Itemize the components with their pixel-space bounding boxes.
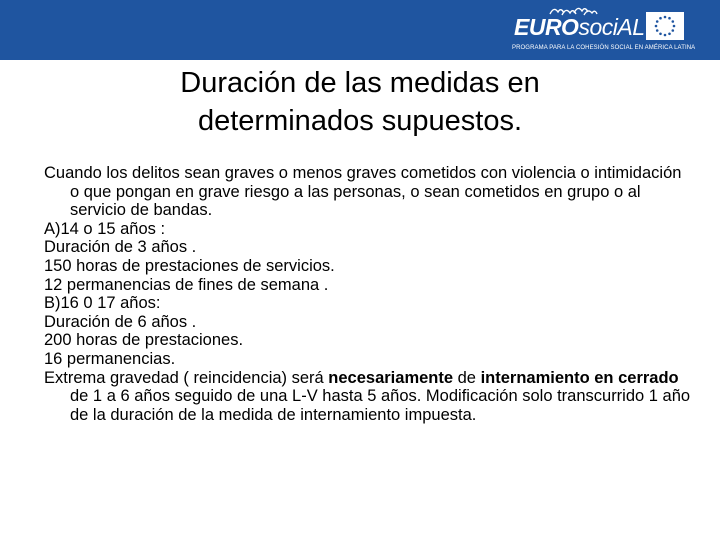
- eurosocial-logo: [508, 4, 696, 56]
- body-paragraph: Cuando los delitos sean graves o menos graves cometidos con violencia o intimidación o que pongan en grave riesgo a las personas, o sean cometidos en grupo o al servicio de bandas.: [44, 164, 682, 220]
- body-paragraph: Duración de 6 años .: [44, 312, 197, 331]
- bold-text: necesariamente: [328, 368, 454, 387]
- logo-tagline: PROGRAMA PARA LA COHESIÓN SOCIAL EN AMÉRICA LATINA: [512, 45, 696, 51]
- title-line: Duración de las medidas en: [180, 67, 540, 99]
- body-paragraph: A)14 o 15 años :: [44, 219, 166, 238]
- body-paragraph: B)16 0 17 años:: [44, 294, 161, 313]
- slide-title: [0, 64, 720, 140]
- body-paragraph: 200 horas de prestaciones.: [44, 331, 244, 350]
- body-paragraph: 12 permanencias de fines de semana .: [44, 275, 329, 294]
- body-paragraph: 150 horas de prestaciones de servicios.: [44, 256, 335, 275]
- title-line: determinados supuestos.: [197, 105, 523, 137]
- text-run: Extrema gravedad ( reincidencia) será: [44, 368, 329, 387]
- body-paragraph-last: [44, 369, 694, 425]
- bold-text: internamiento en cerrado: [480, 368, 679, 387]
- text-run: de 1 a 6 años seguido de una L-V hasta 5 años. Modificación solo transcurrido 1 año de la duración de la medida de internamiento impuesta.: [70, 387, 691, 424]
- logo-wordmark: EUROsociAL: [514, 14, 645, 40]
- body-paragraph: Duración de 3 años .: [44, 238, 197, 257]
- header-banner: [0, 0, 720, 60]
- eu-flag-icon: [646, 12, 684, 40]
- slide-body: [44, 164, 694, 424]
- body-paragraph: 16 permanencias.: [44, 349, 176, 368]
- text-run: de: [453, 368, 481, 387]
